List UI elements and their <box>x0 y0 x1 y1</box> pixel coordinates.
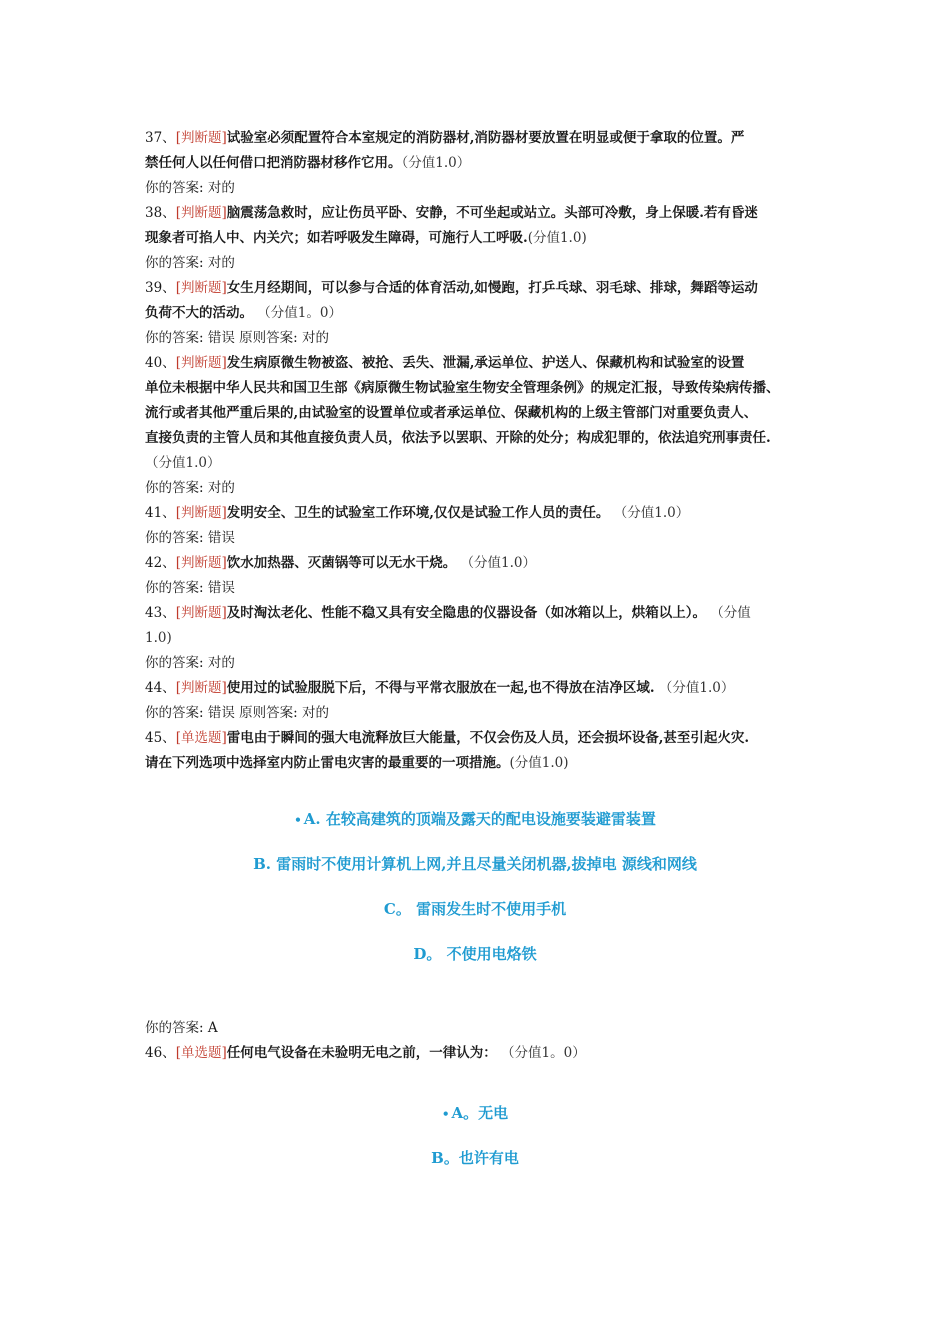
question-number: 41、 <box>145 505 176 521</box>
question-score: （分值1.0） <box>145 455 221 471</box>
question-score: (分值1.0) <box>509 755 569 771</box>
question-45-cont <box>145 751 815 776</box>
question-score: 1.0) <box>145 630 172 646</box>
question-37 <box>145 126 815 151</box>
question-text: 饮水加热器、灭菌锅等可以无水干烧。 <box>226 555 457 571</box>
question-text: 禁任何人以任何借口把消防器材移作它用。 <box>145 155 402 171</box>
question-46 <box>145 1041 815 1066</box>
question-score: （分值1。0） <box>496 1045 586 1061</box>
selected-bullet-icon: • <box>294 813 302 827</box>
question-number: 43、 <box>145 605 176 621</box>
option-label: B. 雷雨时不使用计算机上网,并且尽量关闭机器,拔掉电 源线和网线 <box>253 855 697 873</box>
answer-37: 你的答案: 对的 <box>145 180 235 196</box>
question-type-tag: [判断题] <box>175 280 227 296</box>
question-type-tag: [单选题] <box>175 730 227 746</box>
option-a[interactable] <box>0 1091 950 1136</box>
question-score: （分值1.0） <box>609 505 690 521</box>
question-40-cont: 单位未根据中华人民共和国卫生部《病原微生物试验室生物安全管理条例》的规定汇报，导致传染病传播、 <box>145 380 780 396</box>
question-score: （分值1。0） <box>253 305 342 321</box>
option-b[interactable] <box>0 1136 950 1181</box>
question-40 <box>145 351 815 376</box>
question-list <box>145 126 815 776</box>
option-label: A. 在较高建筑的顶端及露天的配电设施要装避雷装置 <box>303 810 656 828</box>
selected-bullet-icon: • <box>441 1107 450 1121</box>
question-number: 45、 <box>145 730 176 746</box>
question-41 <box>145 501 815 526</box>
question-score: (分值1.0) <box>527 230 587 246</box>
option-a[interactable] <box>0 797 950 842</box>
question-number: 38、 <box>145 205 176 221</box>
question-text: 使用过的试验服脱下后，不得与平常衣服放在一起,也不得放在洁净区域. <box>226 680 655 696</box>
question-text: 试验室必须配置符合本室规定的消防器材,消防器材要放置在明显或便于拿取的位置。严 <box>226 130 745 146</box>
question-42 <box>145 551 815 576</box>
answer-41: 你的答案: 错误 <box>145 530 235 546</box>
question-number: 39、 <box>145 280 176 296</box>
question-type-tag: [判断题] <box>175 555 227 571</box>
question-38-cont <box>145 226 815 251</box>
option-label: B。也许有电 <box>431 1149 519 1167</box>
question-text: 及时淘汰老化、性能不稳又具有安全隐患的仪器设备（如冰箱以上，烘箱以上）。 <box>226 605 706 621</box>
question-39 <box>145 276 815 301</box>
question-score: （分值1.0） <box>654 680 735 696</box>
question-40-cont: 直接负责的主管人员和其他直接负责人员，依法予以罢职、开除的处分；构成犯罪的，依法追究刑事责任. <box>145 430 771 446</box>
option-label: C。 雷雨发生时不使用手机 <box>383 900 567 918</box>
question-type-tag: [判断题] <box>175 505 227 521</box>
answer-45: 你的答案: A <box>145 1020 218 1036</box>
question-38 <box>145 201 815 226</box>
question-40-cont: 流行或者其他严重后果的,由试验室的设置单位或者承运单位、保藏机构的上级主管部门对重要负责人、 <box>145 405 758 421</box>
question-text: 发明安全、卫生的试验室工作环境,仅仅是试验工作人员的责任。 <box>226 505 610 521</box>
question-text: 任何电气设备在未验明无电之前，一律认为： <box>226 1045 497 1061</box>
answer-43: 你的答案: 对的 <box>145 655 235 671</box>
question-text: 脑震荡急救时，应让伤员平卧、安静，不可坐起或站立。头部可冷敷，身上保暖.若有昏迷 <box>226 205 758 221</box>
question-number: 40、 <box>145 355 176 371</box>
question-number: 46、 <box>145 1045 176 1061</box>
answer-block <box>145 1016 815 1066</box>
question-score: （分值1.0） <box>456 555 536 571</box>
question-type-tag: [判断题] <box>175 355 227 371</box>
question-type-tag: [判断题] <box>175 130 227 146</box>
answer-40: 你的答案: 对的 <box>145 480 235 496</box>
option-label: D。 不使用电烙铁 <box>413 945 537 963</box>
option-d[interactable] <box>0 932 950 977</box>
question-score: （分值 <box>705 605 751 621</box>
question-43 <box>145 601 815 626</box>
question-44 <box>145 676 815 701</box>
question-score: （分值1.0） <box>401 155 471 171</box>
question-45 <box>145 726 815 751</box>
answer-42: 你的答案: 错误 <box>145 580 235 596</box>
question-type-tag: [判断题] <box>175 605 227 621</box>
question-number: 42、 <box>145 555 176 571</box>
question-type-tag: [判断题] <box>175 205 227 221</box>
option-c[interactable] <box>0 887 950 932</box>
question-text: 现象者可掐人中、内关穴；如若呼吸发生障碍，可施行人工呼吸. <box>145 230 528 246</box>
options-46 <box>0 1091 950 1181</box>
question-text: 负荷不大的活动。 <box>145 305 253 321</box>
option-b[interactable] <box>0 842 950 887</box>
option-label: A。无电 <box>451 1104 509 1122</box>
answer-38: 你的答案: 对的 <box>145 255 235 271</box>
question-type-tag: [判断题] <box>175 680 227 696</box>
question-type-tag: [单选题] <box>175 1045 227 1061</box>
options-45 <box>0 797 950 977</box>
answer-39: 你的答案: 错误 原则答案: 对的 <box>145 330 329 346</box>
question-text: 女生月经期间，可以参与合适的体育活动,如慢跑，打乒乓球、羽毛球、排球，舞蹈等运动 <box>226 280 758 296</box>
question-text: 发生病原微生物被盗、被抢、丢失、泄漏,承运单位、护送人、保藏机构和试验室的设置 <box>226 355 745 371</box>
question-number: 37、 <box>145 130 176 146</box>
answer-44: 你的答案: 错误 原则答案: 对的 <box>145 705 329 721</box>
question-37-cont <box>145 151 815 176</box>
question-text: 请在下列选项中选择室内防止雷电灾害的最重要的一项措施。 <box>145 755 510 771</box>
question-text: 雷电由于瞬间的强大电流释放巨大能量，不仅会伤及人员，还会损坏设备,甚至引起火灾. <box>226 730 750 746</box>
question-39-cont <box>145 301 815 326</box>
question-number: 44、 <box>145 680 176 696</box>
